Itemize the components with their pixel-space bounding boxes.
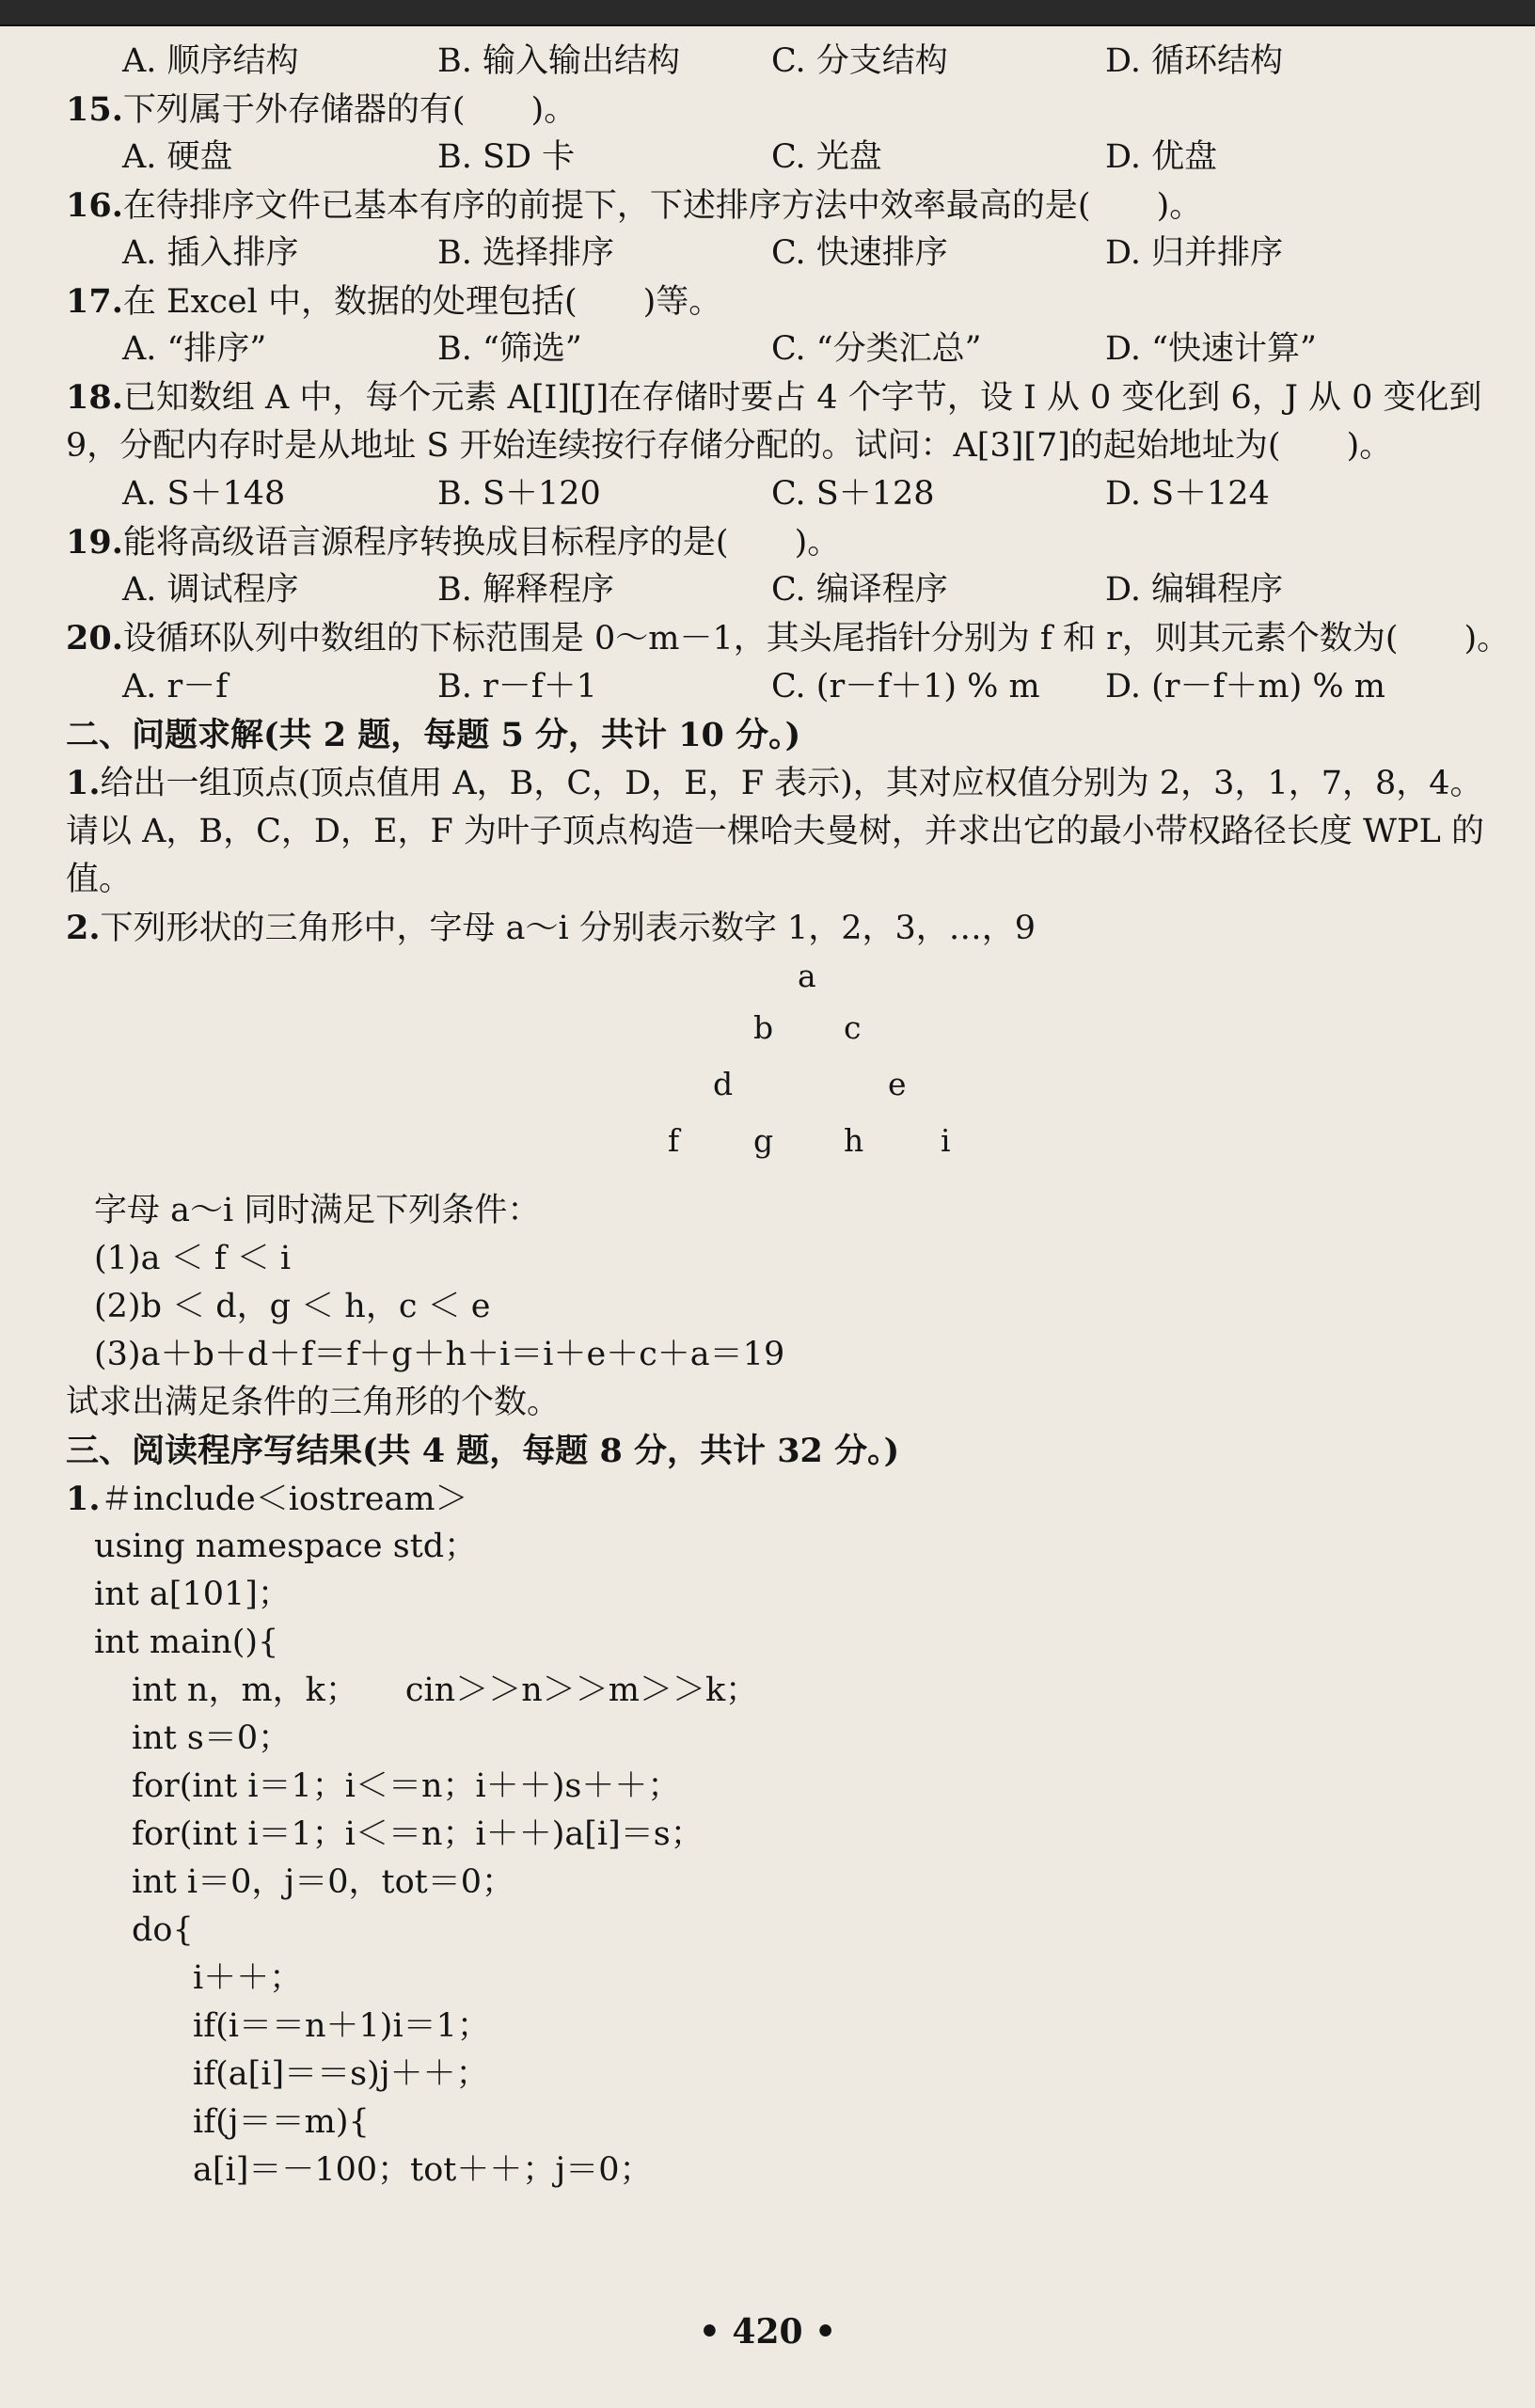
page-number: • 420 • xyxy=(698,2312,837,2352)
code-line-3: int a[101]； xyxy=(94,1576,291,1613)
option-a: A. 顺序结构 xyxy=(122,42,299,80)
q18-options xyxy=(66,470,1514,518)
triangle-letter-g: g xyxy=(753,1122,774,1159)
code-line-11: i＋＋； xyxy=(193,1959,303,1997)
option-a: A. “排序” xyxy=(122,330,267,368)
option-b: B. SD 卡 xyxy=(437,138,576,176)
option-d: D. 编辑程序 xyxy=(1105,571,1284,609)
problem-text: 下列形状的三角形中，字母 a～i 分别表示数字 1，2，3，…，9 xyxy=(100,910,1037,947)
program-number: 1. xyxy=(66,1480,101,1518)
question-17 xyxy=(66,277,1514,325)
option-b: B. 解释程序 xyxy=(437,571,614,609)
code-text: cin＞＞n＞＞m＞＞k； xyxy=(404,1671,759,1709)
question-text: 下列属于外存储器的有( )。 xyxy=(122,91,578,129)
code-line-6: int s＝0； xyxy=(132,1719,292,1757)
option-c: C. “分类汇总” xyxy=(771,330,982,368)
code-line-10: do{ xyxy=(132,1911,194,1949)
problem-2-question: 试求出满足条件的三角形的个数。 xyxy=(66,1384,561,1421)
question-number: 18. xyxy=(66,378,123,417)
code-line-14: if(j＝＝m){ xyxy=(193,2103,370,2141)
triangle-letter-e: e xyxy=(888,1066,907,1102)
question-15 xyxy=(66,86,1514,134)
question-number: 17. xyxy=(66,282,123,321)
question-number: 16. xyxy=(66,186,123,225)
code-line-5 xyxy=(66,1667,1514,1715)
document-page xyxy=(66,38,1514,2194)
problem-text: 给出一组顶点(顶点值用 A，B，C，D，E，F 表示)，其对应权值分别为 2，3，1，7，8，4。请以 A，B，C，D，E，F 为叶子顶点构造一棵哈夫曼树，并求出它的最小带权路径长度 WPL 的值。 xyxy=(66,765,1484,898)
problem-number: 1. xyxy=(66,764,101,802)
letter-triangle xyxy=(66,952,1514,1187)
conditions-intro: 字母 a～i 同时满足下列条件： xyxy=(94,1192,541,1229)
triangle-letter-d: d xyxy=(713,1066,734,1102)
code-listing xyxy=(66,1475,1514,2194)
option-d: D. (r－f＋m) % m xyxy=(1105,668,1385,705)
q20-options xyxy=(66,663,1514,711)
code-line-9: int i＝0，j＝0，tot＝0； xyxy=(132,1863,514,1901)
option-d: D. “快速计算” xyxy=(1105,330,1317,368)
question-number: 15. xyxy=(66,90,123,129)
option-a: A. r－f xyxy=(122,668,229,705)
header-band xyxy=(0,0,1535,26)
option-d: D. 优盘 xyxy=(1105,138,1218,176)
question-19 xyxy=(66,518,1514,566)
option-a: A. 调试程序 xyxy=(122,571,299,609)
triangle-letter-a: a xyxy=(798,958,816,994)
q14-options xyxy=(66,38,1514,86)
question-text: 能将高级语言源程序转换成目标程序的是( )。 xyxy=(122,524,841,562)
problem-1 xyxy=(66,759,1514,904)
option-c: C. 分支结构 xyxy=(771,42,948,80)
condition-2: (2)b ＜ d，g ＜ h，c ＜ e xyxy=(94,1288,491,1325)
question-text: 在待排序文件已基本有序的前提下，下述排序方法中效率最高的是( )。 xyxy=(122,187,1203,225)
option-c: C. 编译程序 xyxy=(771,571,948,609)
option-d: D. S＋124 xyxy=(1105,475,1270,513)
option-b: B. r－f＋1 xyxy=(437,668,597,705)
option-d: D. 归并排序 xyxy=(1105,234,1284,272)
option-c: C. 光盘 xyxy=(771,138,882,176)
section-3-heading: 三、阅读程序写结果(共 4 题，每题 8 分，共计 32 分。) xyxy=(66,1432,900,1470)
q19-options xyxy=(66,566,1514,614)
question-text: 已知数组 A 中，每个元素 A[I][J]在存储时要占 4 个字节，设 I 从 0 变化到 6，J 从 0 变化到 9，分配内存时是从地址 S 开始连续按行存储分配的。试问：A[3][7]的起始地址为( )。 xyxy=(66,379,1482,465)
option-c: C. 快速排序 xyxy=(771,234,948,272)
problem-number: 2. xyxy=(66,909,101,947)
q17-options xyxy=(66,325,1514,373)
section-2-heading: 二、问题求解(共 2 题，每题 5 分，共计 10 分。) xyxy=(66,716,801,754)
question-number: 20. xyxy=(66,619,123,657)
triangle-letter-f: f xyxy=(668,1122,680,1159)
option-c: C. (r－f＋1) % m xyxy=(771,668,1040,705)
q15-options xyxy=(66,134,1514,182)
code-text: int n，m，k； xyxy=(132,1671,358,1709)
code-text: ＃include＜iostream＞ xyxy=(100,1481,468,1518)
triangle-letter-c: c xyxy=(844,1009,862,1046)
option-b: B. 选择排序 xyxy=(437,234,614,272)
condition-1: (1)a ＜ f ＜ i xyxy=(94,1240,292,1277)
code-line-12: if(i＝＝n＋1)i＝1； xyxy=(193,2007,490,2045)
code-line-15: a[i]＝－100；tot＋＋；j＝0； xyxy=(193,2151,653,2189)
code-line-2: using namespace std； xyxy=(94,1528,478,1565)
question-text: 在 Excel 中，数据的处理包括( )等。 xyxy=(122,283,722,321)
option-a: A. 硬盘 xyxy=(122,138,233,176)
option-a: A. S＋148 xyxy=(122,475,286,513)
option-c: C. S＋128 xyxy=(771,475,935,513)
code-line-7: for(int i＝1；i＜＝n；i＋＋)s＋＋； xyxy=(132,1767,681,1805)
code-line-4: int main(){ xyxy=(94,1624,279,1661)
option-b: B. 输入输出结构 xyxy=(437,42,680,80)
triangle-letter-b: b xyxy=(753,1009,774,1046)
problem-2 xyxy=(66,904,1514,952)
question-18 xyxy=(66,373,1514,470)
header-rule xyxy=(0,24,1535,26)
code-line-8: for(int i＝1；i＜＝n；i＋＋)a[i]＝s； xyxy=(132,1815,704,1853)
question-number: 19. xyxy=(66,523,123,562)
q16-options xyxy=(66,230,1514,277)
question-20 xyxy=(66,614,1514,663)
triangle-letter-h: h xyxy=(844,1122,864,1159)
condition-3: (3)a＋b＋d＋f＝f＋g＋h＋i＝i＋e＋c＋a＝19 xyxy=(94,1336,785,1373)
code-line-1 xyxy=(66,1475,1514,1523)
triangle-letter-i: i xyxy=(941,1122,951,1159)
option-b: B. S＋120 xyxy=(437,475,601,513)
option-b: B. “筛选” xyxy=(437,330,582,368)
question-16 xyxy=(66,182,1514,230)
question-text: 设循环队列中数组的下标范围是 0～m－1，其头尾指针分别为 f 和 r，则其元素个数为( )。 xyxy=(122,620,1511,657)
option-a: A. 插入排序 xyxy=(122,234,299,272)
code-line-13: if(a[i]＝＝s)j＋＋； xyxy=(193,2055,489,2093)
option-d: D. 循环结构 xyxy=(1105,42,1284,80)
